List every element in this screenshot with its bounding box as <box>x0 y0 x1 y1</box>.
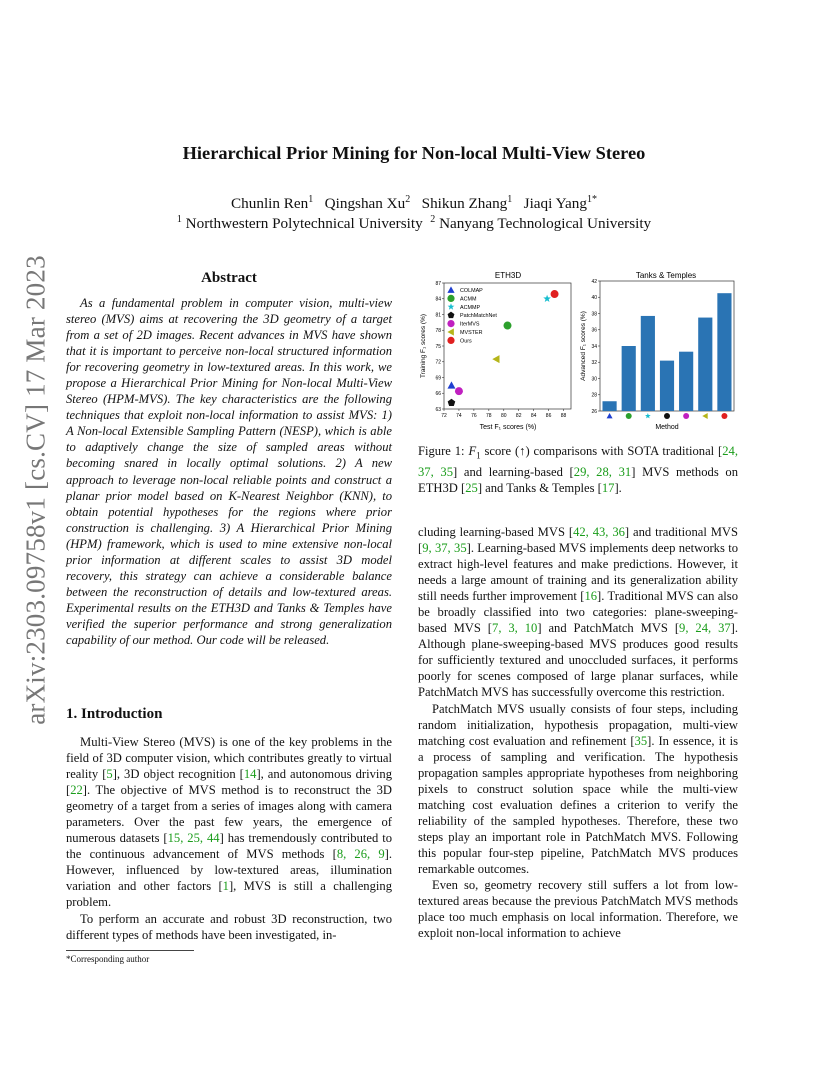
x-tick-label: 88 <box>560 413 567 419</box>
abstract-text: As a fundamental problem in computer vision, multi-view stereo (MVS) aims at recovering the 3D geometry of a target from a set of 2D images. Recent advances in MVS have shown that it is important to perceive non-local structured information for recovering geometry in low-textured areas. In this work, we propose a Hierarchical Prior Mining for Non-local Multi-View Stereo (HPM-MVS). The key characteristics are the following techniques that exploit non-local information to assist MVS: 1) A Non-local Extensible Sampling Pattern (NESP), which is able to adaptively change the size of sampled areas without becoming snared in locally optimal solutions. 2) A new approach to leverage non-local reliable points and construct a planar prior model based on K-Nearest Neighbor (KNN), to obtain potential hypotheses for the regions where prior construction is challenging. 3) A Hierarchical Prior Mining (HPM) framework, which is used to mine extensive non-local prior information at different scales to assist 3D model recovery, this strategy can achieve a considerable balance between the reconstruction of details and low-textured areas. Experimental results on the ETH3D and Tanks & Temples have verified the superior performance and strong generalization capability of our method. Our code will be released. <box>66 296 392 647</box>
footnote-rule <box>66 950 194 951</box>
intro-paragraph-2: To perform an accurate and robust 3D reconstruction, two different types of methods have been investigated, in- <box>66 911 392 942</box>
legend-marker <box>447 295 454 302</box>
author: Shikun Zhang <box>421 195 508 213</box>
x-axis-label: Test F₁ scores (%) <box>479 424 537 431</box>
y-tick-label: 40 <box>591 295 597 302</box>
paper-title: Hierarchical Prior Mining for Non-local Multi-View Stereo <box>182 143 646 163</box>
x-tick-label: 78 <box>486 413 492 419</box>
right-paragraph-2: PatchMatch MVS usually consists of four steps, including random initialization, hypothesis propagation, multi-view matching cost evaluation and refinement [35]. In essence, it is a process of sampling and verification. The hypothesis propagation samples appropriate hypotheses from neighboring pixels to construct solution space while the multi-view matching cost evaluation defines a criterion to verify the reliability of the sampled hypotheses. Therefore, these two steps play an important role in PatchMatch MVS. Following this popular four-step pipeline, PatchMatch MVS produces remarkable outcomes. <box>418 701 738 876</box>
y-tick-label: 63 <box>435 406 441 413</box>
chart-title: Tanks & Temples <box>635 271 697 280</box>
footnote: *Corresponding author <box>66 954 150 964</box>
x-tick-label: 82 <box>515 413 522 419</box>
y-tick-label: 32 <box>591 360 597 367</box>
x-tick-label: 72 <box>441 413 447 419</box>
legend-marker <box>447 328 453 335</box>
y-tick-label: 30 <box>591 376 597 383</box>
y-tick-label: 28 <box>591 392 597 399</box>
legend-marker <box>448 303 455 310</box>
bar-itermvs <box>679 352 693 411</box>
data-point-itermvs <box>455 387 463 395</box>
x-category-marker <box>607 413 613 418</box>
figure-caption: Figure 1: $F_1$ score (↑) comparisons with SOTA traditional [24, 37, 35] and learning-based [29, 28, 31] MVS methods on ETH3D [25] and Tanks & Temples [17]. <box>418 444 738 495</box>
y-axis-label: Advanced F₁ scores (%) <box>580 311 587 381</box>
bar-acmm <box>622 346 636 411</box>
legend-marker <box>447 286 454 292</box>
citation-link[interactable]: 42, 43, 36 <box>573 525 625 539</box>
author-list: Chunlin Ren$^1$ Qingshan Xu$^2$ Shikun Zhang$^1$ Jiaqi Yang$^{1*}$ <box>231 194 597 213</box>
x-tick-label: 76 <box>471 413 477 419</box>
eth3d-scatter-chart <box>416 266 582 436</box>
chart-title: ETH3D <box>494 271 522 280</box>
data-point-colmap <box>447 381 455 388</box>
legend-marker <box>447 337 454 344</box>
author: Qingshan Xu <box>324 195 406 213</box>
arxiv-identifier: arXiv:2303.09758v1 [cs.CV] 17 Mar 2023 <box>20 255 51 725</box>
y-tick-label: 84 <box>435 296 441 303</box>
legend-label: ACMMP <box>460 304 481 311</box>
intro-paragraph-1: Multi-View Stereo (MVS) is one of the key problems in the field of 3D computer vision, which contributes greatly to virtual reality [5], 3D object recognition [14], and autonomous driving [22]. The objective of MVS method is to reconstruct the 3D geometry of a target from a series of images along with camera parameters. Over the past few years, the emergence of numerous datasets [15, 25, 44] has tremendously contributed to the continuous advancement of MVS methods [8, 26, 9]. However, influenced by low-textured areas, illumination variation and other factors [1], MVS is still a challenging problem. <box>66 735 392 910</box>
x-category-marker <box>626 413 632 419</box>
y-tick-label: 69 <box>435 375 441 382</box>
citation-link[interactable]: 29, 28, 31 <box>573 464 632 479</box>
bar-ours <box>717 293 731 411</box>
citation-link[interactable]: 8, 26, 9 <box>336 847 385 862</box>
arxiv-sidebar <box>14 255 58 725</box>
y-tick-label: 87 <box>435 280 441 287</box>
x-axis-label: Method <box>655 424 679 431</box>
legend-marker <box>448 312 455 319</box>
bar-colmap <box>602 401 616 411</box>
y-tick-label: 42 <box>591 278 597 285</box>
legend-marker <box>447 320 454 327</box>
data-point-patchmatchnet <box>448 399 456 406</box>
legend-label: MVSTER <box>460 330 483 336</box>
legend-label: Ours <box>460 338 472 345</box>
x-tick-label: 84 <box>530 413 537 419</box>
citation-link[interactable]: 9, 37, 35 <box>422 541 467 556</box>
y-tick-label: 81 <box>435 312 441 319</box>
x-tick-label: 86 <box>545 413 552 419</box>
x-category-marker <box>664 413 670 419</box>
y-axis-label: Training F₁ scores (%) <box>420 313 427 379</box>
intro-text <box>66 734 392 943</box>
citation-link[interactable]: 16 <box>584 589 598 604</box>
author: Jiaqi Yang <box>523 195 587 213</box>
bar-mvster <box>698 318 712 411</box>
x-tick-label: 80 <box>500 413 507 419</box>
y-tick-label: 36 <box>591 327 597 334</box>
x-tick-label: 74 <box>456 413 462 419</box>
legend-label: COLMAP <box>460 288 483 294</box>
abstract-heading: Abstract <box>201 270 257 286</box>
citation-link[interactable]: 24, 37, 35 <box>418 444 738 479</box>
author: Chunlin Ren <box>231 195 309 213</box>
right-column-text <box>418 524 738 941</box>
y-tick-label: 34 <box>591 343 597 350</box>
affiliation: Northwestern Polytechnical University <box>185 215 423 233</box>
bar-acmmp <box>641 316 655 411</box>
affiliations: $^1$ Northwestern Polytechnical University $^2$ Nanyang Technological University <box>176 214 652 233</box>
intro-heading: 1. Introduction <box>66 706 163 722</box>
y-tick-label: 38 <box>591 311 597 318</box>
x-category-marker <box>645 413 651 418</box>
citation-link[interactable]: 5 <box>106 767 113 782</box>
bar-patchmatchnet <box>660 361 674 411</box>
citation-link[interactable]: 35 <box>634 733 648 748</box>
y-tick-label: 66 <box>435 391 441 398</box>
affiliation: Nanyang Technological University <box>439 215 652 233</box>
data-point-mvster <box>492 355 499 363</box>
citation-link[interactable]: 7, 3, 10 <box>492 621 538 636</box>
citation-link[interactable]: 17 <box>601 480 615 495</box>
y-tick-label: 75 <box>435 343 441 350</box>
tanks-temples-bar-chart <box>578 266 738 436</box>
data-point-acmmp <box>543 295 551 302</box>
right-paragraph-1: cluding learning-based MVS [42, 43, 36] and traditional MVS [9, 37, 35]. Learning-based MVS implements deep networks to extract high-level features and make predictions. However, it needs a large amount of training and its generalization ability still needs further improvement [16]. Traditional MVS can also be broadly classified into two categories: plane-sweeping-based MVS [7, 3, 10] and PatchMatch MVS [9, 24, 37]. Although plane-sweeping-based MVS produces good results for sufficiently textured and unoccluded surfaces, it performs poorly for scenes composed of large planar surfaces, while PatchMatch MVS has successfully overcome this restriction. <box>418 525 739 700</box>
citation-link[interactable]: 15, 25, 44 <box>167 831 220 846</box>
data-point-acmm <box>504 322 512 330</box>
legend-label: PatchMatchNet <box>460 313 497 320</box>
y-tick-label: 72 <box>435 359 441 366</box>
y-tick-label: 78 <box>435 328 441 335</box>
citation-link[interactable]: 25 <box>465 480 478 495</box>
citation-link[interactable]: 22 <box>70 783 83 798</box>
citation-link[interactable]: 9, 24, 37 <box>679 621 731 636</box>
y-tick-label: 26 <box>591 408 597 415</box>
x-category-marker <box>702 413 707 419</box>
citation-link[interactable]: 14 <box>243 767 257 782</box>
right-paragraph-3: Even so, geometry recovery still suffers a lot from low-textured areas because the previous PatchMatch MVS methods place too much emphasis on local information. Therefore, we exploit non-local information to achieve <box>418 878 738 941</box>
x-category-marker <box>721 413 727 419</box>
citation-link[interactable]: 1 <box>222 879 229 894</box>
x-category-marker <box>683 413 689 419</box>
legend-label: ACMM <box>460 296 477 303</box>
legend-label: IterMVS <box>460 321 480 328</box>
data-point-ours <box>551 290 559 298</box>
